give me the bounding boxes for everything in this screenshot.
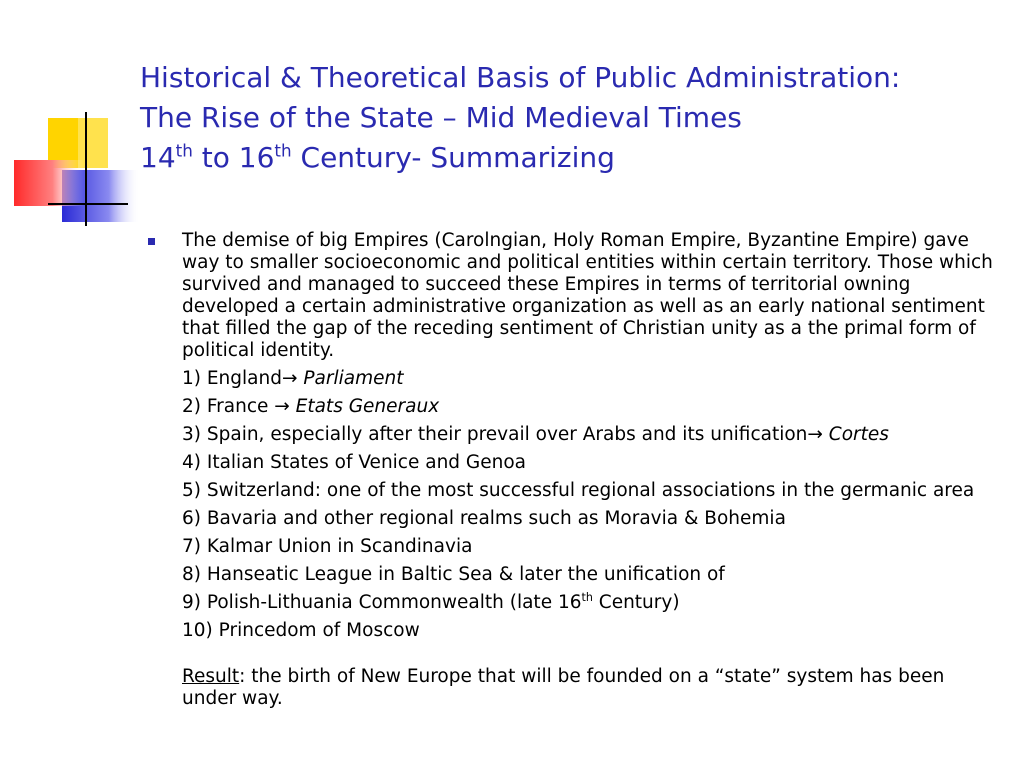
list-item-england (182, 368, 998, 390)
list-item-france (182, 396, 998, 418)
list-item-text: 3) Spain, especially after their prevail over Arabs and its unification→ (182, 424, 829, 445)
list-item-emphasis: Parliament (303, 368, 404, 389)
list-item-hanseatic-league: 8) Hanseatic League in Baltic Sea & later the unification of (182, 564, 725, 585)
result-text: : the birth of New Europe that will be founded on a “state” system has been under way. (182, 666, 945, 709)
result-label: Result (182, 666, 240, 687)
deco-red-block (14, 160, 84, 206)
square-bullet-icon (148, 238, 155, 245)
list-item-emphasis: Cortes (828, 424, 889, 445)
title-line-3-b: to 16 (192, 141, 275, 174)
list-item-sup: th (581, 590, 593, 604)
title-line-3 (140, 138, 1010, 178)
list-item-switzerland: 5) Switzerland: one of the most successful regional associations in the germanic area (182, 480, 975, 501)
corner-decoration (0, 0, 140, 230)
result-paragraph (182, 666, 998, 710)
list-item-text-after: Century) (592, 592, 680, 613)
title-line-3-c: Century- Summarizing (291, 141, 615, 174)
list-item-moscow: 10) Princedom of Moscow (182, 620, 420, 641)
list-item-spain (182, 424, 998, 446)
list-item-emphasis: Etats Generaux (295, 396, 440, 417)
list-item-text: 9) Polish-Lithuania Commonwealth (late 16 (182, 592, 582, 613)
title-line-1: Historical & Theoretical Basis of Public Administration: (140, 61, 901, 94)
list-item-bavaria: 6) Bavaria and other regional realms such as Moravia & Bohemia (182, 508, 786, 529)
list-item-kalmar-union: 7) Kalmar Union in Scandinavia (182, 536, 473, 557)
bullet-content (182, 230, 998, 710)
title-line-3-a: 14 (140, 141, 176, 174)
list-item-italian-states: 4) Italian States of Venice and Genoa (182, 452, 527, 473)
title-line-2: The Rise of the State – Mid Medieval Times (140, 101, 742, 134)
list-item-polish-lithuania (182, 592, 998, 614)
title-sup-2: th (274, 140, 292, 161)
slide-body (148, 230, 998, 710)
list-item-text: 2) France → (182, 396, 296, 417)
slide-title (140, 58, 1010, 178)
list-item-text: 1) England→ (182, 368, 304, 389)
intro-paragraph: The demise of big Empires (Carolngian, Holy Roman Empire, Byzantine Empire) gave way to smaller socioeconomic and political entities within certain territory. Those which survived and managed to succeed these Empires in terms of territorial owning developed a certain administrative organization as well as an early national sentiment that filled the gap of the receding sentiment of Christian unity as a the primal form of political identity. (182, 230, 993, 361)
title-sup-1: th (175, 140, 193, 161)
